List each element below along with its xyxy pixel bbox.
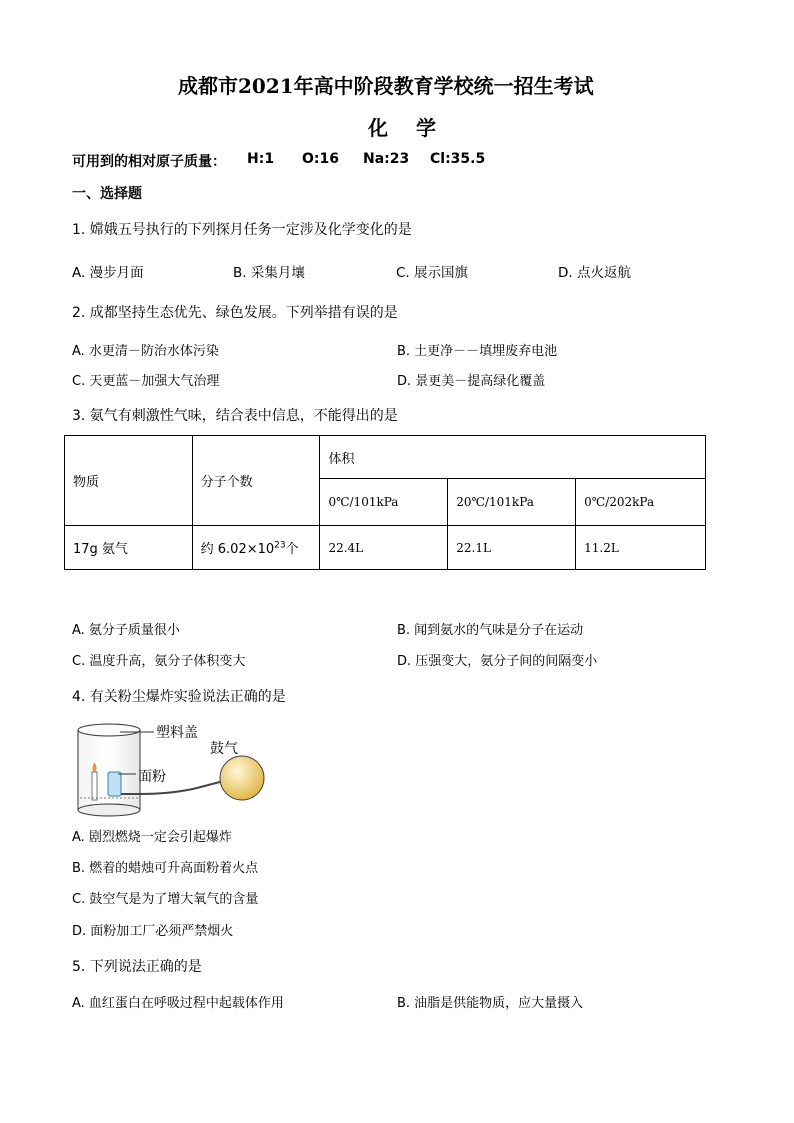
question-3-stem: 3. 氨气有刺激性气味，结合表中信息，不能得出的是: [72, 408, 398, 424]
q1-option-d: D. 点火返航: [558, 265, 631, 281]
header-substance: 物质: [65, 436, 193, 526]
plastic-lid: [78, 724, 140, 736]
condition-3: 0℃/202kPa: [576, 479, 706, 526]
atomic-mass-label: 可用到的相对原子质量：: [72, 154, 226, 170]
molecule-count-base: 约 6.02×10: [200, 542, 275, 557]
label-blow-air: 鼓气: [210, 741, 238, 757]
molecule-count-unit: 个: [285, 542, 299, 557]
subject-title: 化学: [368, 116, 464, 140]
condition-2: 20℃/101kPa: [448, 479, 576, 526]
q1-option-b: B. 采集月壤: [233, 265, 305, 281]
question-2-stem: 2. 成都坚持生态优先、绿色发展。下列举措有误的是: [72, 305, 398, 321]
q2-option-a: A. 水更清－防治水体污染: [72, 344, 219, 359]
q2-option-c: C. 天更蓝－加强大气治理: [72, 374, 220, 389]
label-plastic-lid: 塑料盖: [156, 725, 198, 741]
q2-option-b: B. 土更净－－填埋废弃电池: [397, 344, 558, 359]
q1-option-a: A. 漫步月面: [72, 265, 144, 281]
atomic-mass-cl: Cl:35.5: [430, 151, 486, 167]
air-bulb: [220, 756, 264, 800]
q5-option-a: A. 血红蛋白在呼吸过程中起载体作用: [72, 996, 284, 1011]
q4-option-c: C. 鼓空气是为了增大氧气的含量: [72, 892, 259, 907]
cell-substance: 17g 氨气: [65, 526, 193, 570]
section-heading: 一、选择题: [72, 186, 142, 202]
header-molecule-count: 分子个数: [192, 436, 320, 526]
q5-option-b: B. 油脂是供能物质，应大量摄入: [397, 996, 584, 1011]
q4-option-a: A. 剧烈燃烧一定会引起爆炸: [72, 830, 232, 845]
page-title: 成都市2021年高中阶段教育学校统一招生考试: [178, 74, 594, 98]
label-flour: 面粉: [138, 769, 166, 785]
question-5-stem: 5. 下列说法正确的是: [72, 959, 202, 975]
question-1-stem: 1. 嫦娥五号执行的下列探月任务一定涉及化学变化的是: [72, 222, 412, 238]
condition-1: 0℃/101kPa: [320, 479, 448, 526]
flour-cup: [108, 772, 121, 796]
cell-molecule-count: [192, 526, 320, 570]
cell-volume-1: 22.4L: [320, 526, 448, 570]
candle: [92, 772, 97, 800]
table-row: [65, 526, 706, 570]
atomic-mass-o: O:16: [302, 151, 339, 167]
q2-option-d: D. 景更美－提高绿化覆盖: [397, 374, 546, 389]
q3-option-c: C. 温度升高，氨分子体积变大: [72, 654, 246, 669]
q4-option-d: D. 面粉加工厂必须严禁烟火: [72, 924, 234, 939]
cell-volume-2: 22.1L: [448, 526, 576, 570]
question-4-stem: 4. 有关粉尘爆炸实验说法正确的是: [72, 689, 286, 705]
cell-volume-3: 11.2L: [576, 526, 706, 570]
dust-explosion-diagram: [72, 720, 284, 820]
atomic-mass-na: Na:23: [363, 151, 410, 167]
header-volume: 体积: [320, 436, 706, 479]
molecule-count-exponent: 23: [274, 540, 286, 551]
ammonia-data-table: [64, 435, 706, 570]
q1-option-c: C. 展示国旗: [396, 265, 469, 281]
atomic-mass-h: H:1: [247, 151, 275, 167]
q4-option-b: B. 燃着的蜡烛可升高面粉着火点: [72, 861, 259, 876]
q3-option-a: A. 氨分子质量很小: [72, 623, 180, 638]
q3-option-b: B. 闻到氨水的气味是分子在运动: [397, 623, 584, 638]
q3-option-d: D. 压强变大，氨分子间的间隔变小: [397, 654, 598, 669]
